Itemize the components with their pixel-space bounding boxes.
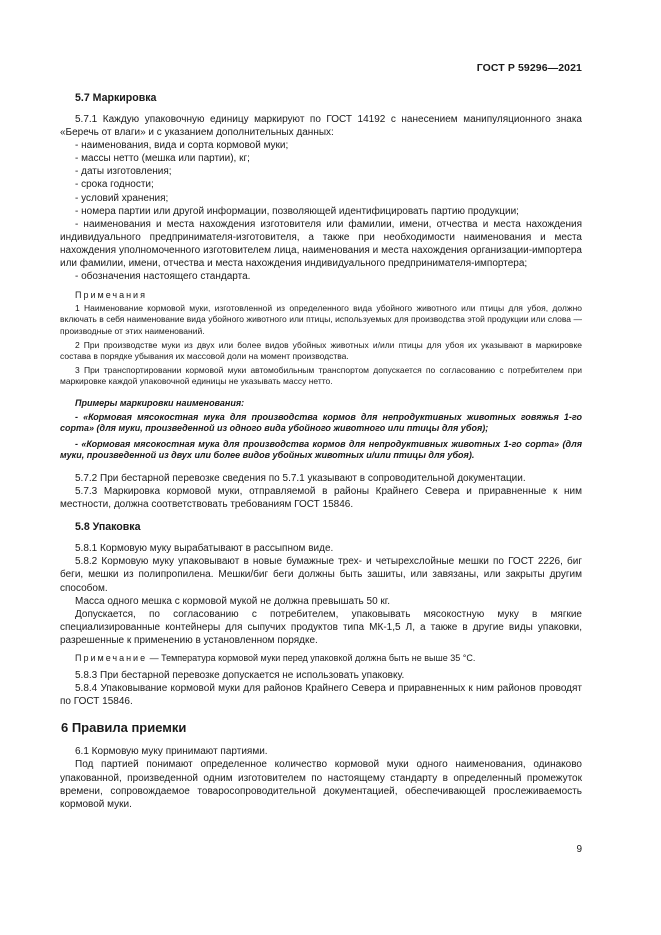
note-label: Примечание xyxy=(75,653,148,664)
notes-heading: Примечания xyxy=(75,290,147,301)
list-item: - наименования и места нахождения изготовителя или фамилии, имени, отчества и места нахождения индивидуального предпринимателя-изготовителя, а также при необходимости наименования и места нахождения уполномоченного изготовителем лица, наименования и места нахождения организации-импортера или фамилии, имени, отчества и места нахождения индивидуального предпринимателя-импортера; xyxy=(60,218,582,270)
note-item: 2 При производстве муки из двух или более видов убойных животных и/или птицы для убоя их указывают в маркировке состава в порядке убывания их массовой доли на момент производства. xyxy=(60,339,582,362)
paragraph-5-7-1: 5.7.1 Каждую упаковочную единицу маркируют по ГОСТ 14192 с нанесением манипуляционного знака «Беречь от влаги» и с указанием дополнительных данных: xyxy=(60,114,582,139)
paragraph-5-7-2: 5.7.2 При бестарной перевозке сведения по 5.7.1 указывают в сопроводительной документации. xyxy=(75,473,526,485)
list-item: - массы нетто (мешка или партии), кг; xyxy=(75,153,250,165)
page-content xyxy=(60,92,582,811)
paragraph-5-7-3: 5.7.3 Маркировка кормовой муки, отправляемой в районы Крайнего Севера и приравненные к ним местности, должна соответствовать требованиям ГОСТ 15846. xyxy=(60,486,582,511)
packaging-note xyxy=(75,653,582,663)
paragraph-5-8-4: 5.8.4 Упаковывание кормовой муки для районов Крайнего Севера и приравненных к ним районов проводят по ГОСТ 15846. xyxy=(60,683,582,708)
list-item: - даты изготовления; xyxy=(75,166,172,178)
page-number: 9 xyxy=(576,844,582,855)
list-item: - срока годности; xyxy=(75,179,154,191)
example-item: - «Кормовая мясокостная мука для производства кормов для непродуктивных животных 1-го сорта» (для муки, произведенной из двух или более видов убойных животных и/или птицы для убоя). xyxy=(60,438,582,461)
paragraph-5-8-2: 5.8.2 Кормовую муку упаковывают в новые бумажные трех- и четырехслойные мешки по ГОСТ 2226, биг беги, мешки из полипропилена. Мешки/биг беги должны быть зашиты, или завязаны, или закрыты другим способом. xyxy=(60,556,582,594)
paragraph-batch-definition: Под партией понимают определенное количество кормовой муки одного наименования, одинаково упакованной, произведенной одним изготовителем по настоящему стандарту в определенный промежуток времени, сопровождаемое товаросопроводительной документацией, обеспечивающей прослеживаемость кормовой муки. xyxy=(60,759,582,810)
section-heading-5-8: 5.8 Упаковка xyxy=(75,521,141,534)
paragraph-5-8-1: 5.8.1 Кормовую муку вырабатывают в рассыпном виде. xyxy=(75,543,334,555)
marking-list xyxy=(60,139,582,283)
paragraph-5-8-3: 5.8.3 При бестарной перевозке допускается не использовать упаковку. xyxy=(75,670,405,682)
section-heading-5-7: 5.7 Маркировка xyxy=(75,92,157,104)
note-item: 1 Наименование кормовой муки, изготовленной из определенного вида убойного животного или птицы для убоя, должно включать в себя наименование вида убойного животного или птицы, используемых для производства этой продукции или слова — производные от этих наименований. xyxy=(60,303,582,336)
paragraph-6-1: 6.1 Кормовую муку принимают партиями. xyxy=(75,746,268,758)
list-item: - условий хранения; xyxy=(75,192,169,204)
list-item: - наименования, вида и сорта кормовой муки; xyxy=(75,140,289,152)
paragraph-allowed-packaging: Допускается, по согласованию с потребителем, упаковывать мясокостную муку в мягкие специализированные контейнеры для сыпучих продуктов типа МК-1,5 Л, а также в другие виды упаковки, разрешенные к применению в установленном порядке. xyxy=(60,608,582,646)
note-item: 3 При транспортировании кормовой муки автомобильным транспортом допускается по согласованию с потребителем при маркировке каждой упаковочной единицы не указывать массу нетто. xyxy=(60,365,582,387)
note-text: — Температура кормовой муки перед упаковкой должна быть не выше 35 °С. xyxy=(147,653,476,664)
example-item: - «Кормовая мясокостная мука для производства кормов для непродуктивных животных говяжья 1-го сорта» (для муки, произведенной из одного вида убойного животного или птицы для убоя); xyxy=(60,411,582,434)
paragraph-bag-mass: Масса одного мешка с кормовой мукой не должна превышать 50 кг. xyxy=(75,595,390,607)
list-item: - номера партии или другой информации, позволяющей идентифицировать партию продукции; xyxy=(75,205,519,217)
chapter-heading-6: 6 Правила приемки xyxy=(61,720,187,736)
list-item: - обозначения настоящего стандарта. xyxy=(75,271,251,283)
standard-header: ГОСТ Р 59296—2021 xyxy=(476,62,582,74)
examples-heading: Примеры маркировки наименования: xyxy=(75,397,245,408)
